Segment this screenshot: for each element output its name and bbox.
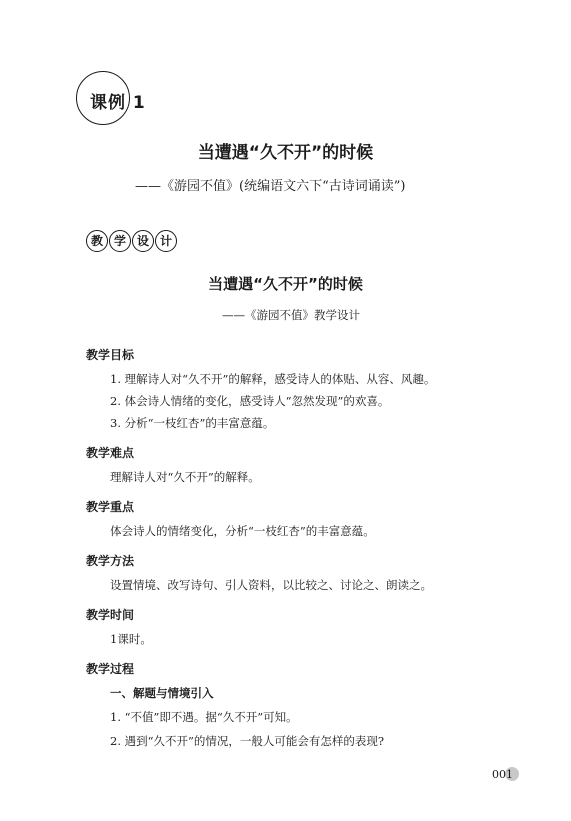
main-subtitle: ——《游园不值》(统编语文六下“古诗词诵读”) [135, 179, 406, 194]
process-item: 1. “不值”即不遇。据“久不开”可知。 [110, 710, 298, 724]
method-heading: 教学方法 [86, 554, 135, 568]
goal-item: 3. 分析“一枝红杏”的丰富意蕴。 [110, 416, 275, 430]
focus-heading: 教学重点 [86, 500, 135, 514]
process-item: 2. 遇到“久不开”的情况，一般人可能会有怎样的表现? [110, 734, 385, 748]
goal-item: 1. 理解诗人对“久不开”的解释，感受诗人的体贴、从容、风趣。 [110, 372, 436, 386]
main-title: 当遭遇“久不开”的时候 [197, 143, 374, 163]
section-badge-char: 计 [155, 230, 177, 252]
process-step-heading: 一、解题与情境引入 [110, 686, 214, 700]
page-number-block [492, 766, 513, 782]
difficulty-text: 理解诗人对“久不开”的解释。 [110, 470, 260, 484]
section-badge-char: 教 [86, 230, 108, 252]
process-heading: 教学过程 [86, 662, 135, 676]
focus-text: 体会诗人的情绪变化，分析“一枝红杏”的丰富意蕴。 [110, 524, 375, 538]
goals-heading: 教学目标 [86, 348, 135, 362]
method-text: 设置情境、改写诗句、引人资料，以比较之、讨论之、朗读之。 [110, 578, 432, 592]
section-badge-char: 学 [109, 230, 131, 252]
page-number: 001 [492, 767, 513, 781]
difficulty-heading: 教学难点 [86, 446, 135, 460]
time-heading: 教学时间 [86, 608, 135, 622]
design-title: 当遭遇“久不开”的时候 [208, 275, 363, 293]
time-text: 1课时。 [110, 632, 152, 646]
lesson-label: 课例 1 [90, 93, 146, 113]
section-badge [86, 230, 177, 252]
design-subtitle: ——《游园不值》教学设计 [222, 308, 360, 322]
section-badge-char: 设 [132, 230, 154, 252]
goal-item: 2. 体会诗人情绪的变化，感受诗人“忽然发现”的欢喜。 [110, 394, 390, 408]
